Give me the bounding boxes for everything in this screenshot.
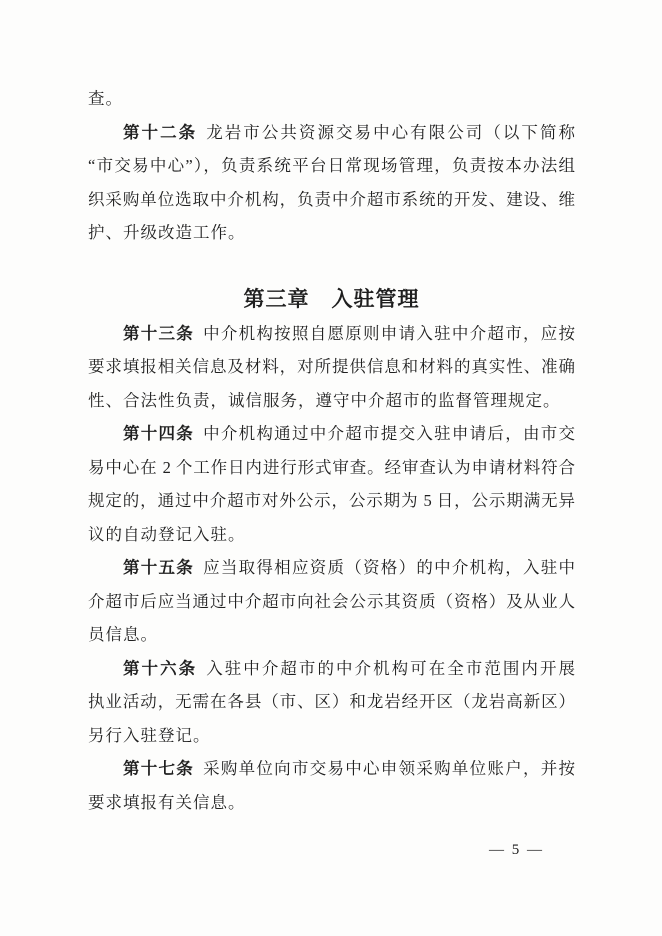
article-number: 第十四条: [123, 424, 195, 443]
article-opening-line: [88, 652, 575, 686]
chapter-heading: 第三章 入驻管理: [243, 288, 420, 311]
article-text: 龙岩市公共资源交易中心有限公司（以下简称: [206, 122, 576, 142]
document-body: [88, 82, 575, 819]
article-text: 应当取得相应资质（资格）的中介机构，入驻中: [203, 558, 576, 577]
article-opening-line: [88, 116, 575, 150]
article-number: 第十五条: [123, 558, 195, 577]
body-line: 性、合法性负责，诚信服务，遵守中介超市的监督管理规定。: [88, 390, 561, 410]
body-line: 规定的，通过中介超市对外公示，公示期为 5 日，公示期满无异: [88, 491, 575, 510]
article-text: 采购单位向市交易中心申领采购单位账户，并按: [203, 759, 576, 778]
body-line: 织采购单位选取中介机构，负责中介超市系统的开发、建设、维: [88, 189, 575, 209]
body-line: 易中心在 2 个工作日内进行形式审查。经审查认为申请材料符合: [88, 457, 575, 477]
body-line: 另行入驻登记。: [88, 725, 211, 745]
body-line: 要求填报有关信息。: [88, 792, 246, 812]
article-number: 第十六条: [123, 658, 198, 678]
body-line: 员信息。: [88, 625, 158, 644]
article-opening-line: [88, 752, 575, 786]
body-line: 议的自动登记入驻。: [88, 524, 246, 544]
article-text: 中介机构按照自愿原则申请入驻中介超市，应按: [203, 323, 576, 343]
body-line: 查。: [88, 89, 123, 108]
page-number: — 5 —: [489, 842, 544, 858]
body-line: 护、升级改造工作。: [88, 223, 246, 242]
article-number: 第十三条: [123, 323, 195, 343]
article-text: 中介机构通过中介超市提交入驻申请后，由市交: [203, 424, 576, 443]
article-opening-line: [88, 417, 575, 451]
body-line: 介超市后应当通过中介超市向社会公示其资质（资格）及从业人: [88, 591, 575, 611]
article-text: 入驻中介超市的中介机构可在全市范围内开展: [206, 658, 576, 678]
blank-line: [88, 250, 575, 284]
article-number: 第十七条: [123, 759, 195, 778]
body-line: 要求填报相关信息及材料，对所提供信息和材料的真实性、准确: [88, 357, 575, 376]
article-opening-line: [88, 317, 575, 351]
article-number: 第十二条: [123, 122, 198, 142]
body-line: “市交易中心”），负责系统平台日常现场管理，负责按本办法组: [88, 156, 575, 175]
body-line: 执业活动，无需在各县（市、区）和龙岩经开区（龙岩高新区）: [88, 692, 575, 711]
article-opening-line: [88, 551, 575, 585]
